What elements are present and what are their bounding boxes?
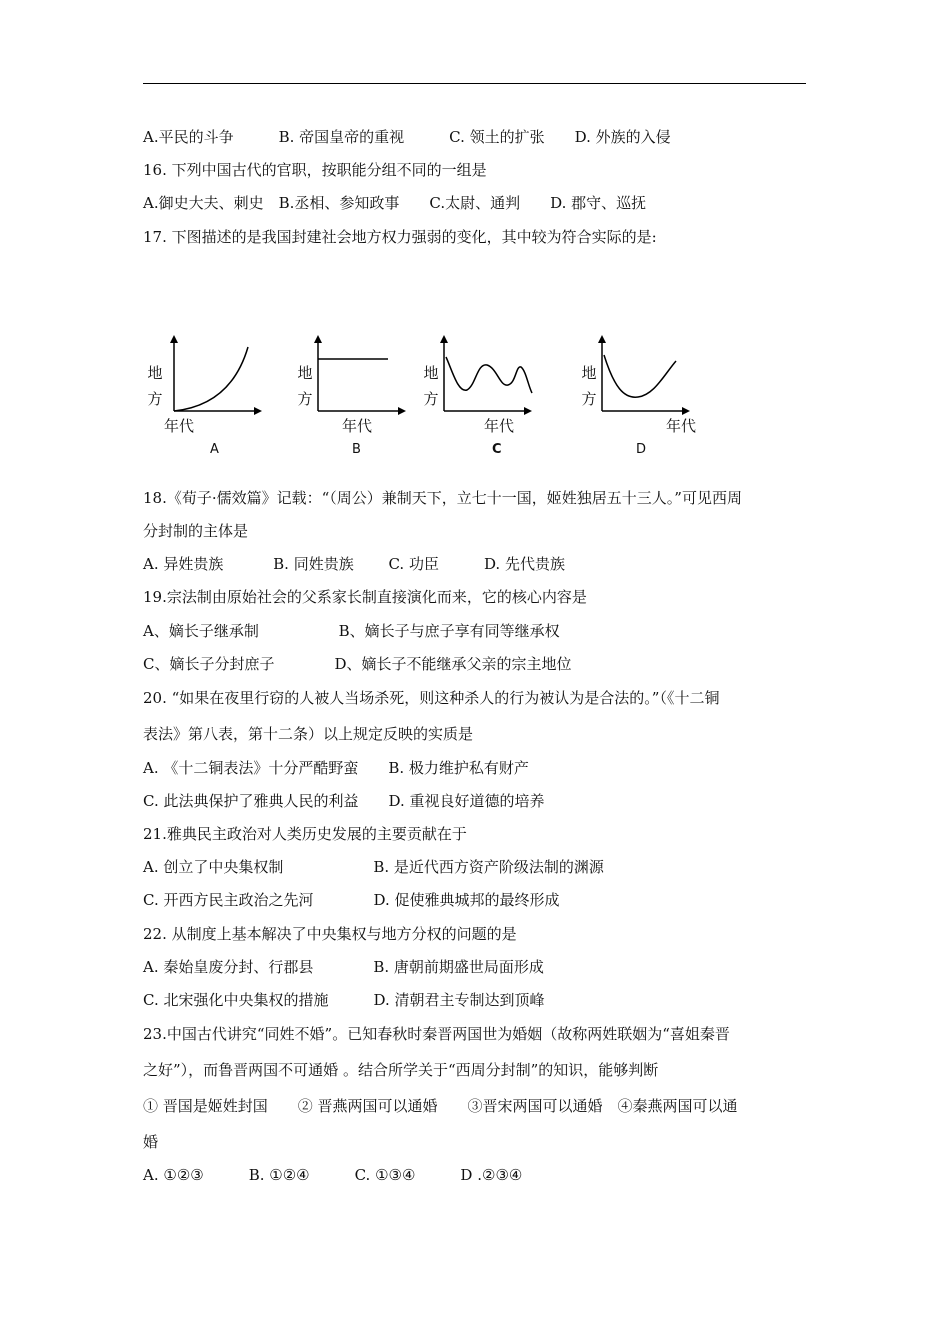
graph-a-ylabel-top: 地 [147,364,163,382]
graph-d-label: D [636,442,647,457]
q19-stem: 19.宗法制由原始社会的父系家长制直接演化而来，它的核心内容是 [143,588,587,606]
q22-stem: 22. 从制度上基本解决了中央集权与地方分权的问题的是 [143,925,517,943]
q23-statements-wrap: 婚 [143,1133,159,1151]
q15-options: A.平民的斗争 B. 帝国皇帝的重视 C. 领土的扩张 D. 外族的入侵 [143,128,671,146]
q23-stem-line2: 之好”），而鲁晋两国不可通婚 。结合所学关于“西周分封制”的知识，能够判断 [143,1061,659,1079]
graph-d [580,335,710,435]
graph-b-xlabel: 年代 [342,417,373,435]
graph-d-ylabel-bottom: 方 [581,390,597,408]
graph-d-plot [580,335,710,425]
q18-options: A. 异姓贵族 B. 同姓贵族 C. 功臣 D. 先代贵族 [143,555,565,573]
q23-statements: ① 晋国是姬姓封国 ② 晋燕两国可以通婚 ③晋宋两国可以通婚 ④秦燕两国可以通 [143,1097,738,1115]
graph-d-ylabel-top: 地 [581,364,597,382]
q20-options-ab: A. 《十二铜表法》十分严酷野蛮 B. 极力维护私有财产 [143,759,529,777]
q16-stem: 16. 下列中国古代的官职，按职能分组不同的一组是 [143,161,487,179]
graph-c-ylabel-bottom: 方 [423,390,439,408]
q20-stem-line2: 表法》第八表，第十二条）以上规定反映的实质是 [143,725,474,743]
q20-stem-line1: 20. “如果在夜里行窃的人被人当场杀死，则这种杀人的行为被认为是合法的。”（《十二铜 [143,689,720,707]
q23-stem-line1: 23.中国古代讲究“同姓不婚”。已知春秋时秦晋两国世为婚姻（故称两姓联姻为“喜姐秦晋 [143,1025,730,1043]
graph-a-ylabel-bottom: 方 [147,390,163,408]
q19-options-ab: A、嫡长子继承制 B、嫡长子与庶子享有同等继承权 [143,622,560,640]
graph-b [296,335,426,435]
graph-a [146,335,276,435]
q17-stem: 17. 下图描述的是我国封建社会地方权力强弱的变化，其中较为符合实际的是: [143,228,657,246]
q21-options-cd: C. 开西方民主政治之先河 D. 促使雅典城邦的最终形成 [143,891,560,909]
q23-options: A. ①②③ B. ①②④ C. ①③④ D .②③④ [143,1166,523,1184]
q19-options-cd: C、嫡长子分封庶子 D、嫡长子不能继承父亲的宗主地位 [143,655,572,673]
graph-a-xlabel: 年代 [164,417,195,435]
header-rule [143,83,806,84]
q16-options: A.御史大夫、刺史 B.丞相、参知政事 C.太尉、通判 D. 郡守、巡抚 [143,194,647,212]
q22-options-cd: C. 北宋强化中央集权的措施 D. 清朝君主专制达到顶峰 [143,991,545,1009]
graph-b-ylabel-bottom: 方 [297,390,313,408]
graph-a-curve [174,347,248,411]
q21-stem: 21.雅典民主政治对人类历史发展的主要贡献在于 [143,825,467,843]
q18-stem-line2: 分封制的主体是 [143,522,249,540]
graph-c-xlabel: 年代 [484,417,515,435]
graph-a-label: A [210,442,219,457]
graph-d-xlabel: 年代 [666,417,697,435]
graph-c [422,335,552,435]
graph-c-curve [446,357,532,393]
graph-b-ylabel-top: 地 [297,364,313,382]
graph-c-ylabel-top: 地 [423,364,439,382]
q18-stem-line1: 18.《荀子·儒效篇》记载：“（周公）兼制天下，立七十一国，姬姓独居五十三人。”可见西周 [143,489,742,507]
graph-c-plot [422,335,552,425]
graph-d-curve [604,355,676,397]
q21-options-ab: A. 创立了中央集权制 B. 是近代西方资产阶级法制的渊源 [143,858,604,876]
q22-options-ab: A. 秦始皇废分封、行郡县 B. 唐朝前期盛世局面形成 [143,958,544,976]
graph-c-label: C [492,442,502,457]
graph-a-plot [146,335,276,425]
graph-b-label: B [352,442,361,457]
q20-options-cd: C. 此法典保护了雅典人民的利益 D. 重视良好道德的培养 [143,792,545,810]
graph-b-plot [296,335,426,425]
